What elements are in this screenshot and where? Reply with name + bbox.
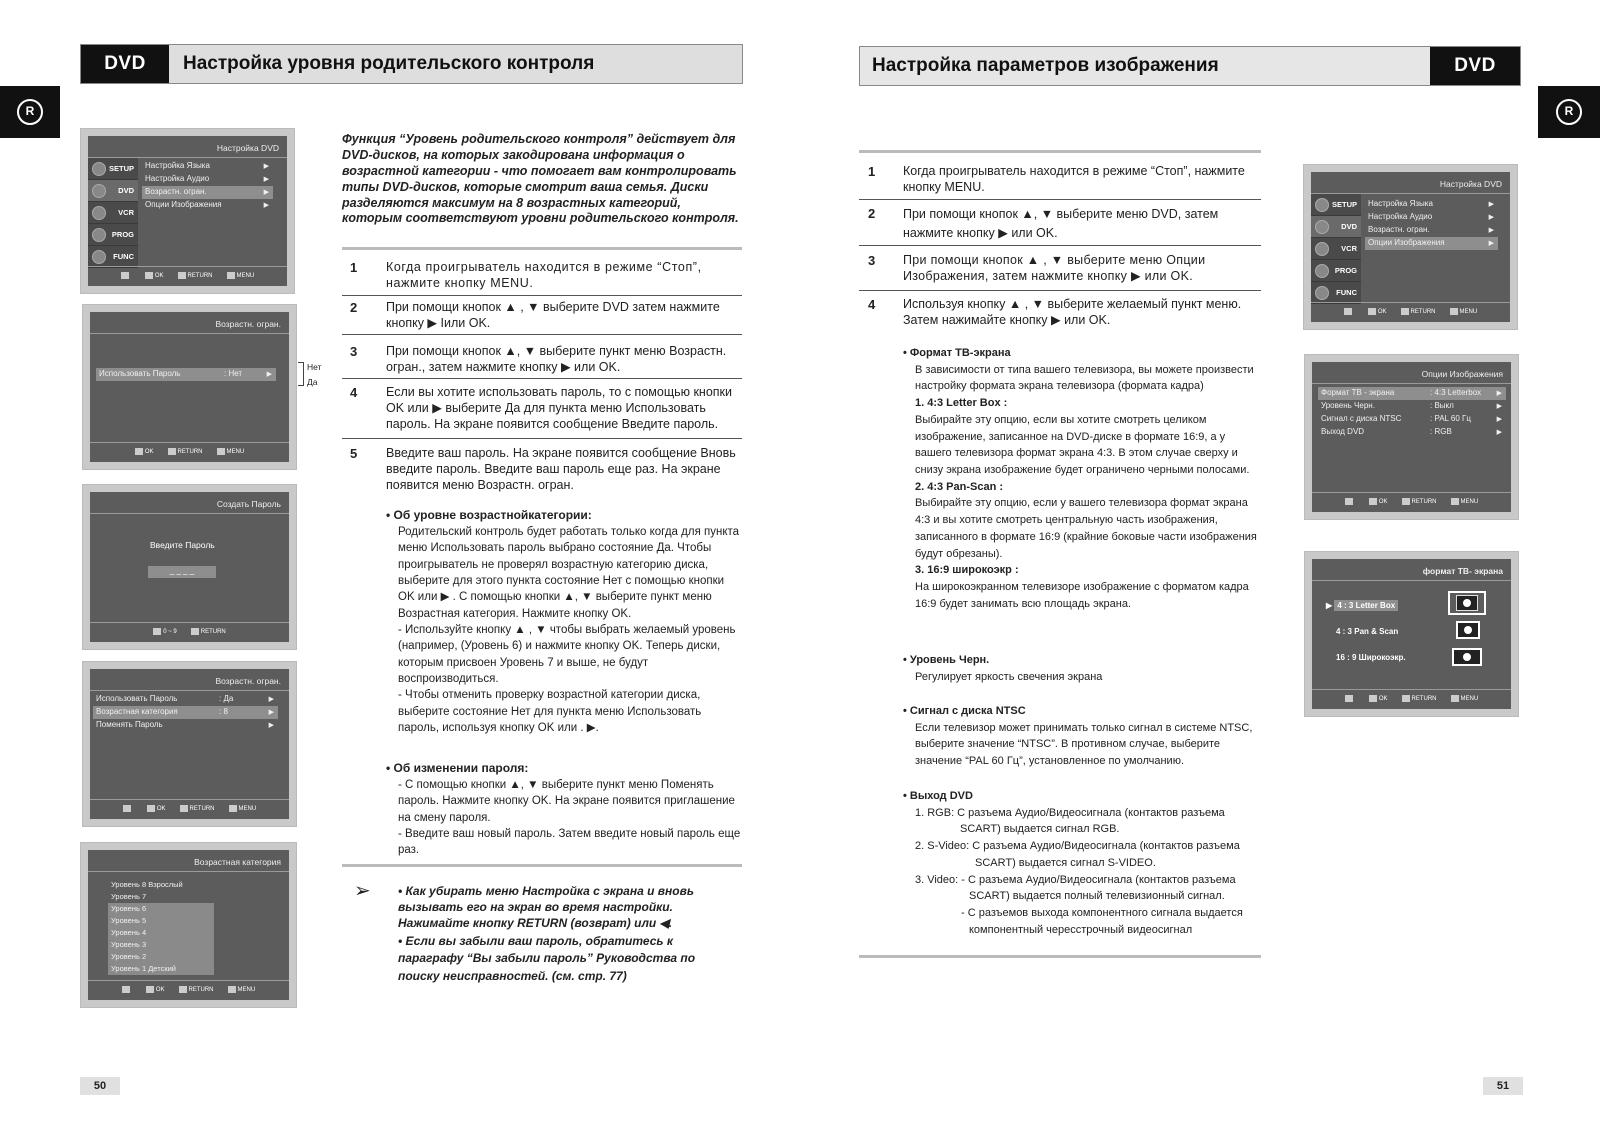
osd-title: Возрастн. огран.	[90, 669, 289, 691]
osd-side-func: FUNC	[88, 246, 138, 268]
disc-icon	[92, 184, 106, 198]
step-number: 3	[868, 253, 876, 268]
step-number: 1	[350, 260, 358, 275]
osd-side-dvd: DVD	[1311, 216, 1361, 238]
divider	[859, 290, 1261, 291]
osd-item-selected: Использовать Пароль : Нет ▶	[96, 368, 276, 381]
step-text: При помощи кнопок ▲ , ▼ выберите DVD затем нажмите кнопку ▶ Iили OK.	[386, 300, 720, 330]
divider	[859, 199, 1261, 200]
dvd-tag: DVD	[81, 45, 169, 83]
page-number: 51	[1483, 1077, 1523, 1095]
step-number: 2	[868, 206, 876, 221]
setup-icon	[92, 162, 106, 176]
step-text: Когда проигрыватель находится в режиме “Стоп”, нажмите кнопку MENU.	[386, 260, 702, 290]
note-text: • Если вы забыли ваш пароль, обратитесь к параграфу “Вы забыли пароль” Руководства по поиску неисправностей. (см. стр. 77)	[398, 934, 696, 983]
divider	[859, 955, 1261, 958]
osd-footer: OK RETURN MENU	[1312, 689, 1511, 709]
ntsc-section: • Сигнал с диска NTSC Если телевизор может принимать только сигнал в системе NTSC, выберите значение “NTSC”. В противном случае, выберите значение “PAL 60 Гц”, установленное по умолчанию.	[903, 705, 1253, 768]
osd-setup-screen	[80, 128, 295, 294]
step-number: 4	[350, 385, 358, 400]
osd-title: Возрастная категория	[88, 850, 289, 872]
osd-footer: OK RETURN MENU	[88, 980, 289, 1000]
format-option-letterbox: ▶ 4 : 3 Letter Box	[1326, 601, 1398, 612]
osd-item: Опции Изображения ▶	[145, 200, 269, 210]
osd-item: Настройка Аудио ▶	[145, 174, 269, 184]
divider	[859, 150, 1261, 153]
osd-title: Возрастн. огран.	[90, 312, 289, 334]
left-header	[80, 44, 743, 84]
osd-item: Возрастн. огран. ▶	[1368, 225, 1494, 235]
step-text: При помощи кнопок ▲, ▼ выберите меню DVD, затем нажмите кнопку ▶ или OK.	[903, 207, 1219, 240]
tv-wide-icon	[1452, 648, 1482, 666]
option-list: Нет Да	[307, 362, 322, 387]
osd-prompt: Введите Пароль	[150, 540, 215, 550]
region-mark-left: R	[0, 86, 60, 138]
step-number: 2	[350, 300, 358, 315]
format-section: • Формат ТВ-экрана В зависимости от типа вашего телевизора, вы можете произвести настройку формата экрана телевизора (формата кадра) 1. 4:3 Letter Box : Выбирайте эту опцию, если вы хотите смотреть целиком изображение, записанное на DVD-диске в формате 16:9, а у вашего телевизора формат экрана 4:3. В этом случае сверху и снизу экрана изображение будет ограничено черными полосами. 2. 4:3 Pan-Scan : Выбирайте эту опцию, если у вашего телевизора формат экрана 4:3 и вы хотите смотреть центральную часть изображения, записанного в формате 16:9 (крайние боковые части изображения будут обрезаны). 3. 16:9 широкоэкр : На широкоэкранном телевизоре изображение с форматом кадра 16:9 будет занимать всю площадь экрана.	[903, 347, 1257, 610]
osd-footer: 0 ~ 9 RETURN	[90, 622, 289, 642]
vcr-icon	[1315, 242, 1329, 256]
format-option-panscan: 4 : 3 Pan & Scan	[1336, 627, 1399, 636]
osd-password-field: _ _ _ _	[148, 566, 216, 578]
intro-text: Функция “Уровень родительского контроля” действует для DVD-дисков, на которых закодирована информация о возрастной категории - что помогает вам контролировать типы DVD-дисков, которые смотрит ваша семья. Диски разделяются максимум на 8 возрастных категорий, которым соответствуют уровни родительского контроля.	[342, 132, 739, 226]
osd-side-menu	[88, 158, 138, 266]
osd-side-func: FUNC	[1311, 282, 1361, 304]
osd-title: Опции Изображения	[1312, 362, 1511, 384]
osd-side-setup: SETUP	[88, 158, 138, 180]
divider	[342, 247, 742, 250]
option-bracket	[298, 362, 304, 386]
page-title: Настройка уровня родительского контроля	[183, 53, 595, 75]
osd-password-screen	[82, 484, 297, 650]
setup-icon	[1315, 198, 1329, 212]
disc-icon	[1315, 220, 1329, 234]
osd-side-setup: SETUP	[1311, 194, 1361, 216]
osd-footer: OK RETURN MENU	[1311, 302, 1510, 322]
rating-section: • Об уровне возрастнойкатегории: Родительский контроль будет работать только когда для пункта меню Использовать пароль выбрано состояние Да. Чтобы проигрыватель не проверял возрастную категорию диска, выберите для этого пункта состояние Нет с помощью кнопки OK или ▶ . С помощью кнопки ▲, ▼ выберите пункт меню Возрастная категория. Нажмите кнопку OK. - Используйте кнопку ▲ , ▼ чтобы выбрать желаемый уровень (например, (Уровень 6) и нажмите кнопку OK. Теперь диски, которым присвоен Уровень 7 и выше, не будут воспроизводиться. - Чтобы отменить проверку возрастной категории диска, выберите состояние Нет для пункта меню Использовать пароль, используя кнопку OK или . ▶.	[386, 508, 740, 734]
step-text: Введите ваш пароль. На экране появится сообщение Вновь введите пароль. Введите ваш пароль еще раз. На экране появится меню Возрастн. огран.	[386, 446, 736, 492]
func-icon	[1315, 286, 1329, 300]
note-text: • Как убирать меню Настройка с экрана и вновь вызывать его на экран во время настройки. Нажимайте кнопку RETURN (возврат) или ◀.	[398, 884, 694, 931]
osd-side-vcr: VCR	[1311, 238, 1361, 260]
region-mark-right: R	[1538, 86, 1600, 138]
format-option-wide: 16 : 9 Широкоэкр.	[1336, 653, 1406, 662]
step-text: Если вы хотите использовать пароль, то с помощью кнопки OK или ▶ выберите Да для пункта меню Использовать пароль. На экране появится сообщение Введите пароль.	[386, 385, 733, 431]
osd-side-dvd: DVD	[88, 180, 138, 202]
osd-level: Уровень 3	[111, 940, 147, 950]
tv-letterbox-icon	[1448, 591, 1486, 615]
osd-item: Настройка Языка ▶	[145, 161, 269, 171]
func-icon	[92, 250, 106, 264]
osd-tv-format-screen	[1304, 551, 1519, 717]
osd-rating-settings-screen	[82, 661, 297, 827]
clock-icon	[92, 228, 106, 242]
step-text: При помощи кнопок ▲, ▼ выберите пункт меню Возрастн. огран., затем нажмите кнопку ▶ или OK.	[386, 344, 727, 374]
dvd-output-section: • Выход DVD 1. RGB: С разъема Аудио/Видеосигнала (контактов разъема SCART) выдается сигнал RGB. 2. S-Video: С разъема Аудио/Видеосигнала (контактов разъема SCART) выдается сигнал S-VIDEO. 3. Video: - С разъема Аудио/Видеосигнала (контактов разъема SCART) выдается полный телевизионный сигнал. - С разъемов выхода компонентного сигнала выдается компонентный чересстрочный видеосигнал	[903, 790, 1243, 936]
page-number: 50	[80, 1077, 120, 1095]
divider	[342, 438, 742, 439]
step-text: Когда проигрыватель находится в режиме “Стоп”, нажмите кнопку MENU.	[903, 164, 1245, 194]
dvd-tag: DVD	[1430, 47, 1520, 85]
osd-title: Настройка DVD	[1311, 172, 1510, 194]
osd-footer: OK RETURN MENU	[88, 266, 287, 286]
osd-level: Уровень 4	[111, 928, 147, 938]
osd-item: Настройка Языка ▶	[1368, 199, 1494, 209]
osd-footer: OK RETURN MENU	[90, 442, 289, 462]
osd-item: Сигнал с диска NTSC : PAL 60 Гц ▶	[1321, 414, 1502, 424]
divider	[342, 295, 742, 296]
clock-icon	[1315, 264, 1329, 278]
osd-item-selected: Формат ТВ - экрана : 4:3 Letterbox ▶	[1318, 387, 1506, 400]
step-number: 5	[350, 446, 358, 461]
page-title: Настройка параметров изображения	[872, 55, 1219, 77]
osd-side-prog: PROG	[88, 224, 138, 246]
osd-title: Настройка DVD	[88, 136, 287, 158]
right-header	[859, 46, 1521, 86]
osd-side-menu	[1311, 194, 1361, 302]
osd-picture-options-screen	[1304, 354, 1519, 520]
osd-setup-screen	[1303, 164, 1518, 330]
osd-title: Создать Пароль	[90, 492, 289, 514]
osd-footer: OK RETURN MENU	[1312, 492, 1511, 512]
osd-level: Уровень 1 Детский	[111, 964, 176, 974]
osd-side-prog: PROG	[1311, 260, 1361, 282]
osd-level: Уровень 6	[111, 904, 147, 914]
osd-rating-screen	[82, 304, 297, 470]
step-text: Используя кнопку ▲ , ▼ выберите желаемый пункт меню. Затем нажимайте кнопку ▶ или OK.	[903, 297, 1242, 327]
divider	[342, 334, 742, 335]
osd-item: Использовать Пароль : Да ▶	[96, 694, 274, 704]
note-arrow-icon: ➢	[354, 880, 371, 902]
osd-item: Поменять Пароль ▶	[96, 720, 274, 730]
osd-level: Уровень 7	[111, 892, 147, 902]
osd-item-selected: Опции Изображения ▶	[1365, 237, 1498, 250]
osd-footer: OK RETURN MENU	[90, 799, 289, 819]
osd-title: формат ТВ- экрана	[1312, 559, 1511, 581]
divider	[342, 378, 742, 379]
osd-item: Выход DVD : RGB ▶	[1321, 427, 1502, 437]
osd-age-category-screen	[80, 842, 297, 1008]
osd-item: Уровень Черн. : Выкл ▶	[1321, 401, 1502, 411]
osd-level: Уровень 2	[111, 952, 147, 962]
osd-level: Уровень 8 Взрослый	[111, 880, 183, 890]
black-level-section: • Уровень Черн. Регулирует яркость свечения экрана	[903, 654, 1103, 683]
divider	[342, 864, 742, 867]
divider	[859, 245, 1261, 246]
osd-level: Уровень 5	[111, 916, 147, 926]
password-section: • Об изменении пароля: - С помощью кнопки ▲, ▼ выберите пункт меню Поменять пароль. Нажмите кнопку OK. На экране появится приглашение на смену пароля. - Введите ваш новый пароль. Затем введите новый пароль еще раз.	[386, 761, 741, 857]
tv-panscan-icon	[1456, 621, 1480, 639]
osd-side-vcr: VCR	[88, 202, 138, 224]
step-number: 3	[350, 344, 358, 359]
osd-item: Настройка Аудио ▶	[1368, 212, 1494, 222]
step-number: 1	[868, 164, 876, 179]
step-text: При помощи кнопок ▲ , ▼ выберите меню Опции Изображения, затем нажмите кнопку ▶ или OK.	[903, 253, 1206, 283]
osd-item-selected: Возрастн. огран. ▶	[142, 186, 273, 199]
vcr-icon	[92, 206, 106, 220]
osd-item-selected: Возрастная категория : 8 ▶	[93, 706, 278, 719]
step-number: 4	[868, 297, 876, 312]
